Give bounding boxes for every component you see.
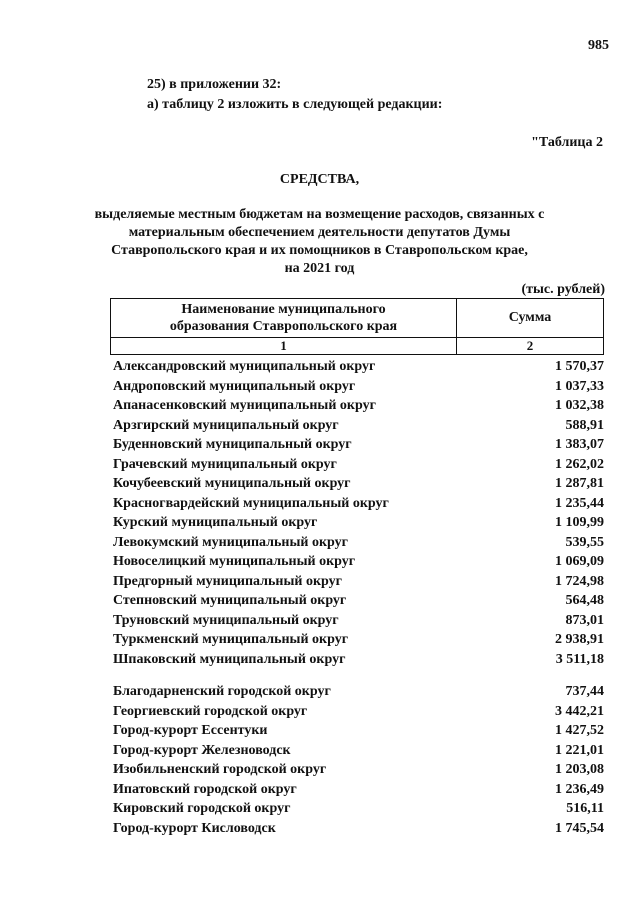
table-row: [113, 416, 604, 436]
amount-value: 1 570,37: [555, 359, 604, 374]
table-row: [113, 741, 604, 761]
amount-value: 3 511,18: [555, 651, 604, 667]
amount-value: 564,48: [565, 593, 604, 608]
table-row: [113, 396, 604, 416]
municipality-name: Красногвардейский муниципальный округ: [113, 495, 389, 511]
table-row: [113, 494, 604, 514]
amount-value: 1 427,52: [555, 723, 604, 738]
municipality-name: Курский муниципальный округ: [113, 515, 318, 530]
amount-value: 516,11: [566, 801, 604, 816]
table-row: [113, 455, 604, 475]
document-title: СРЕДСТВА,: [279, 172, 360, 187]
municipality-name: Шпаковский муниципальный округ: [113, 651, 346, 667]
amount-value: 2 938,91: [555, 632, 604, 647]
amount-value: 873,01: [565, 612, 604, 628]
amount-value: 1 109,99: [555, 515, 604, 530]
table-row: [113, 435, 604, 455]
column-header-name-line: Наименование муниципального: [181, 302, 386, 317]
table-row: [113, 357, 604, 377]
unit-label: (тыс. рублей): [521, 282, 605, 297]
municipality-name: Труновский муниципальный округ: [113, 612, 339, 628]
municipality-name: Кировский городской округ: [113, 801, 291, 816]
column-header-name-line: образования Ставропольского края: [169, 319, 398, 334]
table-row: [113, 572, 604, 592]
amount-value: 1 037,33: [555, 378, 604, 394]
municipality-name: Изобильненский городской округ: [113, 762, 327, 777]
amount-value: 1 069,09: [555, 554, 604, 569]
amount-value: 1 383,07: [555, 437, 604, 452]
table-header: [110, 298, 604, 355]
amount-value: 1 262,02: [555, 456, 604, 472]
municipality-name: Город-курорт Кисловодск: [113, 820, 276, 836]
table-row: [113, 819, 604, 839]
municipality-name: Новоселицкий муниципальный округ: [113, 554, 356, 569]
city-districts-list: [113, 682, 604, 838]
subtitle-line: Ставропольского края и их помощников в Ставропольском крае,: [111, 243, 528, 258]
municipality-name: Георгиевский городской округ: [113, 703, 308, 719]
amount-value: 1 235,44: [555, 495, 604, 511]
table-row: [113, 760, 604, 780]
table-row: [113, 682, 604, 702]
amount-value: 737,44: [565, 684, 604, 699]
municipality-name: Андроповский муниципальный округ: [113, 378, 356, 394]
municipality-name: Буденновский муниципальный округ: [113, 437, 352, 452]
table-label: "Таблица 2: [531, 135, 603, 150]
municipality-name: Предгорный муниципальный округ: [113, 573, 342, 589]
municipality-name: Степновский муниципальный округ: [113, 593, 347, 608]
municipality-name: Грачевский муниципальный округ: [113, 456, 337, 472]
municipality-name: Левокумский муниципальный округ: [113, 534, 348, 550]
table-row: [113, 533, 604, 553]
column-header-sum: Сумма: [457, 299, 604, 338]
table-row: [113, 474, 604, 494]
amount-value: 1 032,38: [555, 398, 604, 413]
table-row: [113, 611, 604, 631]
page-number: 985: [588, 38, 609, 53]
municipality-name: Ипатовский городской округ: [113, 781, 297, 797]
amount-value: 1 287,81: [555, 476, 604, 491]
table-row: [113, 702, 604, 722]
intro-line-1: 25) в приложении 32:: [147, 77, 282, 92]
table-row: [113, 650, 604, 670]
table-row: [113, 630, 604, 650]
amount-value: 1 745,54: [555, 820, 604, 836]
municipality-name: Благодарненский городской округ: [113, 684, 331, 699]
municipality-name: Туркменский муниципальный округ: [113, 632, 349, 647]
municipality-name: Арзгирский муниципальный округ: [113, 417, 339, 433]
table-row: [113, 591, 604, 611]
document-subtitle: [0, 206, 639, 278]
municipality-name: Александровский муниципальный округ: [113, 359, 376, 374]
table-row: [113, 552, 604, 572]
table-row: [113, 780, 604, 800]
municipality-name: Апанасенковский муниципальный округ: [113, 398, 376, 413]
municipality-name: Город-курорт Ессентуки: [113, 723, 268, 738]
column-header-name: [111, 299, 457, 338]
table-row: [113, 513, 604, 533]
municipal-districts-list: [113, 357, 604, 669]
table-row: [113, 377, 604, 397]
subtitle-line: на 2021 год: [284, 261, 355, 276]
amount-value: 1 221,01: [555, 742, 604, 758]
column-number-2: 2: [457, 338, 604, 355]
table-row: [113, 721, 604, 741]
amount-value: 1 203,08: [555, 762, 604, 777]
subtitle-line: выделяемые местным бюджетам на возмещение расходов, связанных с: [94, 207, 545, 222]
intro-line-2: а) таблицу 2 изложить в следующей редакции:: [147, 97, 443, 112]
subtitle-line: материальным обеспечением деятельности депутатов Думы: [128, 225, 511, 240]
municipality-name: Город-курорт Железноводск: [113, 742, 291, 758]
amount-value: 539,55: [565, 534, 604, 550]
amount-value: 1 236,49: [555, 781, 604, 797]
amount-value: 1 724,98: [555, 573, 604, 589]
table-row: [113, 799, 604, 819]
amount-value: 3 442,21: [555, 703, 604, 719]
municipality-name: Кочубеевский муниципальный округ: [113, 476, 351, 491]
amount-value: 588,91: [565, 417, 604, 433]
column-number-1: 1: [111, 338, 457, 355]
